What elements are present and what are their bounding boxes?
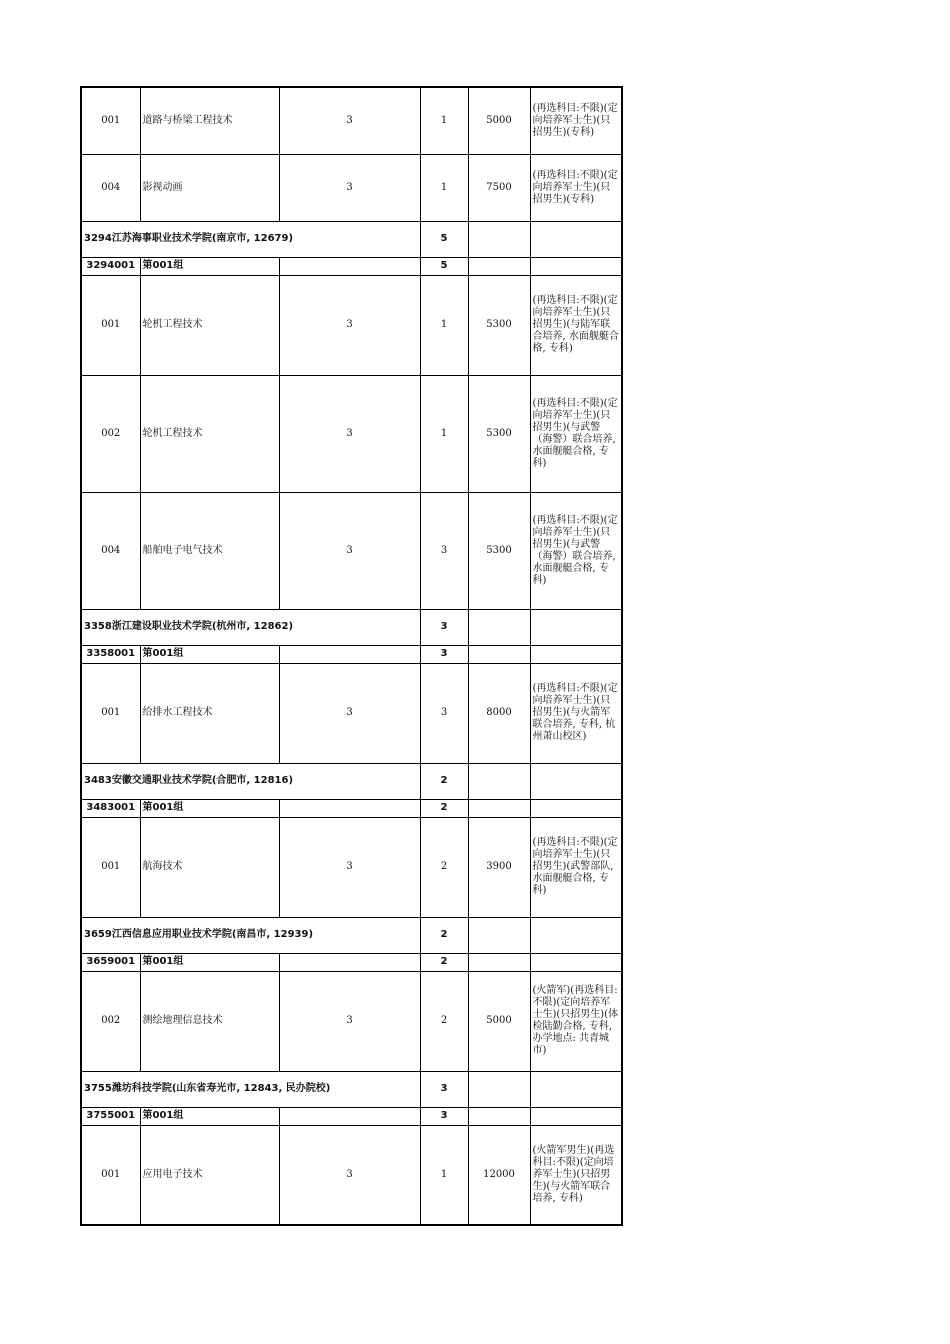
plan-count: 3 xyxy=(420,492,468,609)
plan-count: 5 xyxy=(420,221,468,257)
group-name: 第001组 xyxy=(140,799,279,817)
study-years: 3 xyxy=(279,971,420,1071)
group-code: 3659001 xyxy=(81,953,140,971)
table-body xyxy=(81,87,622,1225)
major-remark: (火箭军男生)(再选科目:不限)(定向培养军士生)(只招男生)(与火箭军联合培养, 专科) xyxy=(530,1125,622,1225)
group-row xyxy=(81,953,622,971)
major-remark: (火箭军)(再选科目:不限)(定向培养军士生)(只招男生)(体检陆勤合格, 专科, 办学地点: 共青城市) xyxy=(530,971,622,1071)
school-row xyxy=(81,917,622,953)
plan-count: 2 xyxy=(420,763,468,799)
study-years: 3 xyxy=(279,1125,420,1225)
plan-count: 3 xyxy=(420,609,468,645)
school-row xyxy=(81,221,622,257)
major-code: 004 xyxy=(81,492,140,609)
tuition-fee: 5300 xyxy=(468,375,530,492)
plan-count: 3 xyxy=(420,1107,468,1125)
plan-count: 1 xyxy=(420,154,468,221)
tuition-fee: 5300 xyxy=(468,492,530,609)
major-remark: (再选科目:不限)(定向培养军士生)(只招男生)(与武警（海警）联合培养, 水面舰艇合格, 专科) xyxy=(530,375,622,492)
plan-count: 3 xyxy=(420,1071,468,1107)
study-years: 3 xyxy=(279,817,420,917)
tuition-fee: 12000 xyxy=(468,1125,530,1225)
empty-cell xyxy=(468,257,530,275)
plan-count: 2 xyxy=(420,917,468,953)
major-name: 测绘地理信息技术 xyxy=(140,971,279,1071)
empty-cell xyxy=(530,917,622,953)
empty-cell xyxy=(530,1107,622,1125)
tuition-fee: 5000 xyxy=(468,87,530,154)
major-row xyxy=(81,87,622,154)
empty-cell xyxy=(530,953,622,971)
major-code: 002 xyxy=(81,375,140,492)
study-years: 3 xyxy=(279,87,420,154)
admission-plan-table xyxy=(80,86,623,1226)
plan-count: 1 xyxy=(420,87,468,154)
tuition-fee: 3900 xyxy=(468,817,530,917)
empty-cell xyxy=(468,917,530,953)
empty-cell xyxy=(530,257,622,275)
major-name: 轮机工程技术 xyxy=(140,275,279,375)
study-years: 3 xyxy=(279,275,420,375)
plan-count: 2 xyxy=(420,953,468,971)
major-name: 船舶电子电气技术 xyxy=(140,492,279,609)
school-name: 3358浙江建设职业技术学院(杭州市, 12862) xyxy=(81,609,420,645)
plan-count: 3 xyxy=(420,663,468,763)
empty-cell xyxy=(530,763,622,799)
group-name: 第001组 xyxy=(140,257,279,275)
empty-cell xyxy=(468,1107,530,1125)
empty-cell xyxy=(468,763,530,799)
empty-cell xyxy=(279,1107,420,1125)
empty-cell xyxy=(530,609,622,645)
empty-cell xyxy=(468,609,530,645)
school-name: 3294江苏海事职业技术学院(南京市, 12679) xyxy=(81,221,420,257)
group-code: 3358001 xyxy=(81,645,140,663)
major-remark: (再选科目:不限)(定向培养军士生)(只招男生)(与火箭军联合培养, 专科, 杭州萧山校区) xyxy=(530,663,622,763)
school-name: 3659江西信息应用职业技术学院(南昌市, 12939) xyxy=(81,917,420,953)
empty-cell xyxy=(279,799,420,817)
empty-cell xyxy=(468,1071,530,1107)
plan-count: 2 xyxy=(420,817,468,917)
study-years: 3 xyxy=(279,663,420,763)
major-remark: (再选科目:不限)(定向培养军士生)(只招男生)(专科) xyxy=(530,154,622,221)
plan-count: 2 xyxy=(420,971,468,1071)
major-row xyxy=(81,375,622,492)
major-remark: (再选科目:不限)(定向培养军士生)(只招男生)(与陆军联合培养, 水面舰艇合格, 专科) xyxy=(530,275,622,375)
study-years: 3 xyxy=(279,154,420,221)
major-row xyxy=(81,1125,622,1225)
major-name: 应用电子技术 xyxy=(140,1125,279,1225)
major-name: 道路与桥梁工程技术 xyxy=(140,87,279,154)
major-code: 001 xyxy=(81,663,140,763)
major-code: 001 xyxy=(81,817,140,917)
major-row xyxy=(81,817,622,917)
tuition-fee: 8000 xyxy=(468,663,530,763)
major-row xyxy=(81,275,622,375)
tuition-fee: 5300 xyxy=(468,275,530,375)
major-code: 001 xyxy=(81,1125,140,1225)
empty-cell xyxy=(530,645,622,663)
group-code: 3294001 xyxy=(81,257,140,275)
major-remark: (再选科目:不限)(定向培养军士生)(只招男生)(专科) xyxy=(530,87,622,154)
school-name: 3755潍坊科技学院(山东省寿光市, 12843, 民办院校) xyxy=(81,1071,420,1107)
empty-cell xyxy=(530,799,622,817)
major-code: 002 xyxy=(81,971,140,1071)
group-row xyxy=(81,645,622,663)
empty-cell xyxy=(279,953,420,971)
tuition-fee: 7500 xyxy=(468,154,530,221)
major-code: 001 xyxy=(81,87,140,154)
plan-count: 5 xyxy=(420,257,468,275)
school-row xyxy=(81,763,622,799)
major-name: 影视动画 xyxy=(140,154,279,221)
group-name: 第001组 xyxy=(140,1107,279,1125)
group-code: 3755001 xyxy=(81,1107,140,1125)
group-row xyxy=(81,799,622,817)
school-row xyxy=(81,609,622,645)
empty-cell xyxy=(468,221,530,257)
empty-cell xyxy=(468,645,530,663)
major-name: 轮机工程技术 xyxy=(140,375,279,492)
group-name: 第001组 xyxy=(140,953,279,971)
tuition-fee: 5000 xyxy=(468,971,530,1071)
school-row xyxy=(81,1071,622,1107)
empty-cell xyxy=(468,953,530,971)
plan-count: 1 xyxy=(420,1125,468,1225)
empty-cell xyxy=(468,799,530,817)
plan-count: 3 xyxy=(420,645,468,663)
empty-cell xyxy=(530,221,622,257)
group-row xyxy=(81,257,622,275)
empty-cell xyxy=(530,1071,622,1107)
major-remark: (再选科目:不限)(定向培养军士生)(只招男生)(与武警（海警）联合培养, 水面舰艇合格, 专科) xyxy=(530,492,622,609)
major-row xyxy=(81,492,622,609)
empty-cell xyxy=(279,645,420,663)
plan-count: 1 xyxy=(420,375,468,492)
group-row xyxy=(81,1107,622,1125)
study-years: 3 xyxy=(279,375,420,492)
plan-count: 2 xyxy=(420,799,468,817)
major-row xyxy=(81,971,622,1071)
major-name: 航海技术 xyxy=(140,817,279,917)
major-name: 给排水工程技术 xyxy=(140,663,279,763)
major-code: 001 xyxy=(81,275,140,375)
group-code: 3483001 xyxy=(81,799,140,817)
major-row xyxy=(81,154,622,221)
major-remark: (再选科目:不限)(定向培养军士生)(只招男生)(武警部队, 水面舰艇合格, 专科) xyxy=(530,817,622,917)
empty-cell xyxy=(279,257,420,275)
school-name: 3483安徽交通职业技术学院(合肥市, 12816) xyxy=(81,763,420,799)
study-years: 3 xyxy=(279,492,420,609)
major-row xyxy=(81,663,622,763)
plan-count: 1 xyxy=(420,275,468,375)
group-name: 第001组 xyxy=(140,645,279,663)
major-code: 004 xyxy=(81,154,140,221)
